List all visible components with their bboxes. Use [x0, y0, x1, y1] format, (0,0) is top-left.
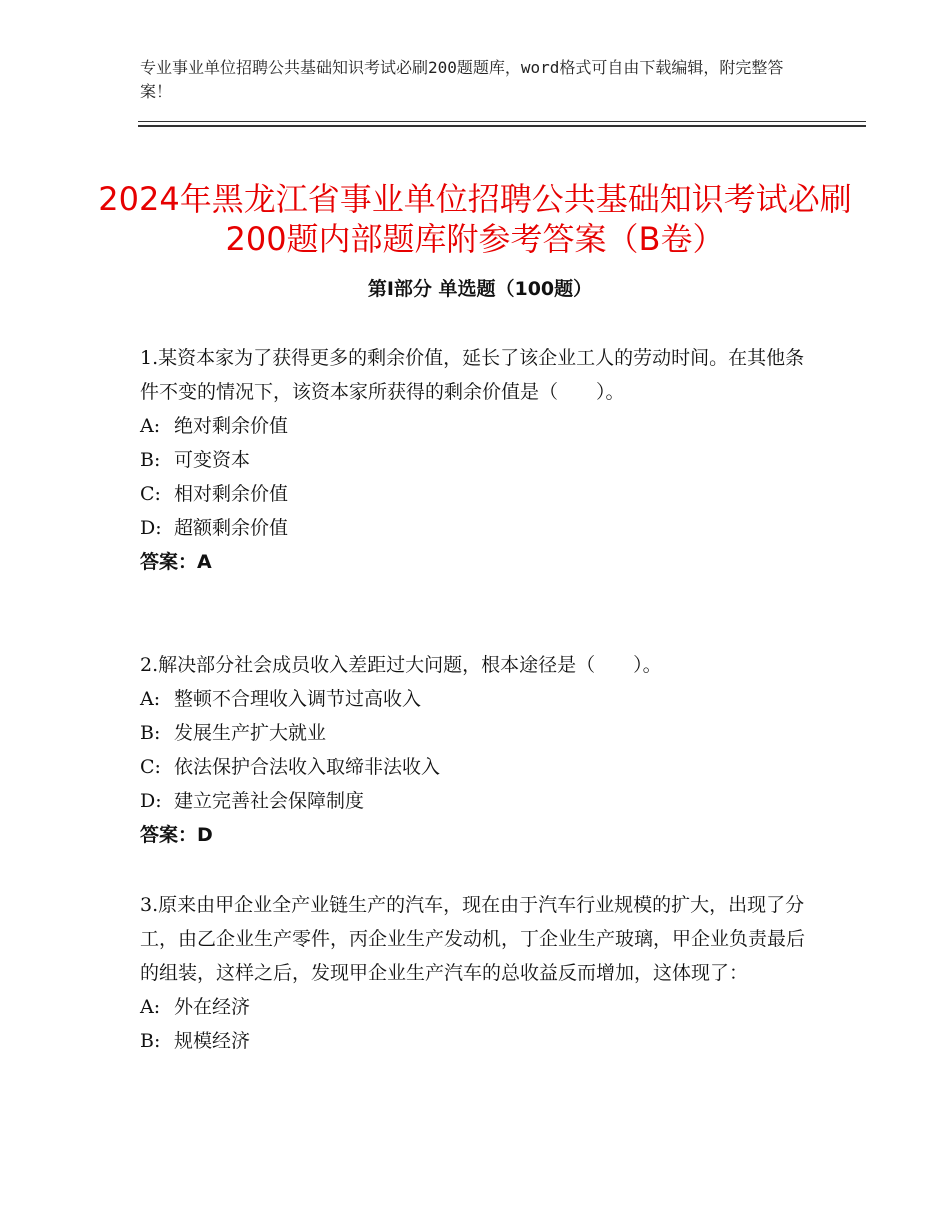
option-c [140, 750, 810, 784]
question-3 [140, 888, 810, 1058]
question-2 [140, 648, 810, 852]
option-key: B: [140, 449, 161, 471]
option-text: 发展生产扩大就业 [174, 722, 327, 744]
answer: 答案：D [140, 824, 213, 846]
header-rule-thick [138, 125, 866, 127]
option-key: D: [140, 517, 162, 539]
option-key: B: [140, 722, 161, 744]
option-c [140, 477, 810, 511]
option-d [140, 784, 810, 818]
answer: 答案：A [140, 551, 212, 573]
option-key: B: [140, 1030, 161, 1052]
option-text: 绝对剩余价值 [174, 415, 289, 437]
option-text: 建立完善社会保障制度 [174, 790, 365, 812]
header-rule-thin [138, 121, 866, 122]
question-stem: 3.原来由甲企业全产业链生产的汽车，现在由于汽车行业规模的扩大，出现了分工，由乙企业生产零件，丙企业生产发动机，丁企业生产玻璃，甲企业负责最后的组装，这样之后，发现甲企业生产汽车的总收益反而增加，这体现了： [140, 894, 806, 984]
option-key: A: [140, 415, 161, 437]
option-text: 整顿不合理收入调节过高收入 [174, 688, 422, 710]
header-note: 专业事业单位招聘公共基础知识考试必刷200题题库，word格式可自由下载编辑，附完整答案！ [140, 58, 784, 101]
option-text: 相对剩余价值 [174, 483, 289, 505]
question-stem: 1.某资本家为了获得更多的剩余价值，延长了该企业工人的劳动时间。在其他条件不变的情况下，该资本家所获得的剩余价值是（ ）。 [140, 347, 805, 403]
document-title: 2024年黑龙江省事业单位招聘公共基础知识考试必刷200题内部题库附参考答案（B卷） [98, 180, 852, 259]
option-a [140, 682, 810, 716]
question-stem: 2.解决部分社会成员收入差距过大问题，根本途径是（ ）。 [140, 654, 662, 676]
option-key: A: [140, 688, 161, 710]
option-text: 可变资本 [174, 449, 251, 471]
option-d [140, 511, 810, 545]
option-b [140, 716, 810, 750]
option-text: 外在经济 [174, 996, 251, 1018]
option-key: C: [140, 756, 161, 778]
option-text: 依法保护合法收入取缔非法收入 [174, 756, 441, 778]
option-b [140, 1024, 810, 1058]
option-text: 规模经济 [174, 1030, 251, 1052]
question-1 [140, 341, 810, 579]
option-a [140, 409, 810, 443]
option-key: A: [140, 996, 161, 1018]
option-a [140, 990, 810, 1024]
section-title: 第Ⅰ部分 单选题（100题） [367, 278, 593, 300]
option-key: D: [140, 790, 162, 812]
option-key: C: [140, 483, 161, 505]
option-b [140, 443, 810, 477]
option-text: 超额剩余价值 [174, 517, 289, 539]
